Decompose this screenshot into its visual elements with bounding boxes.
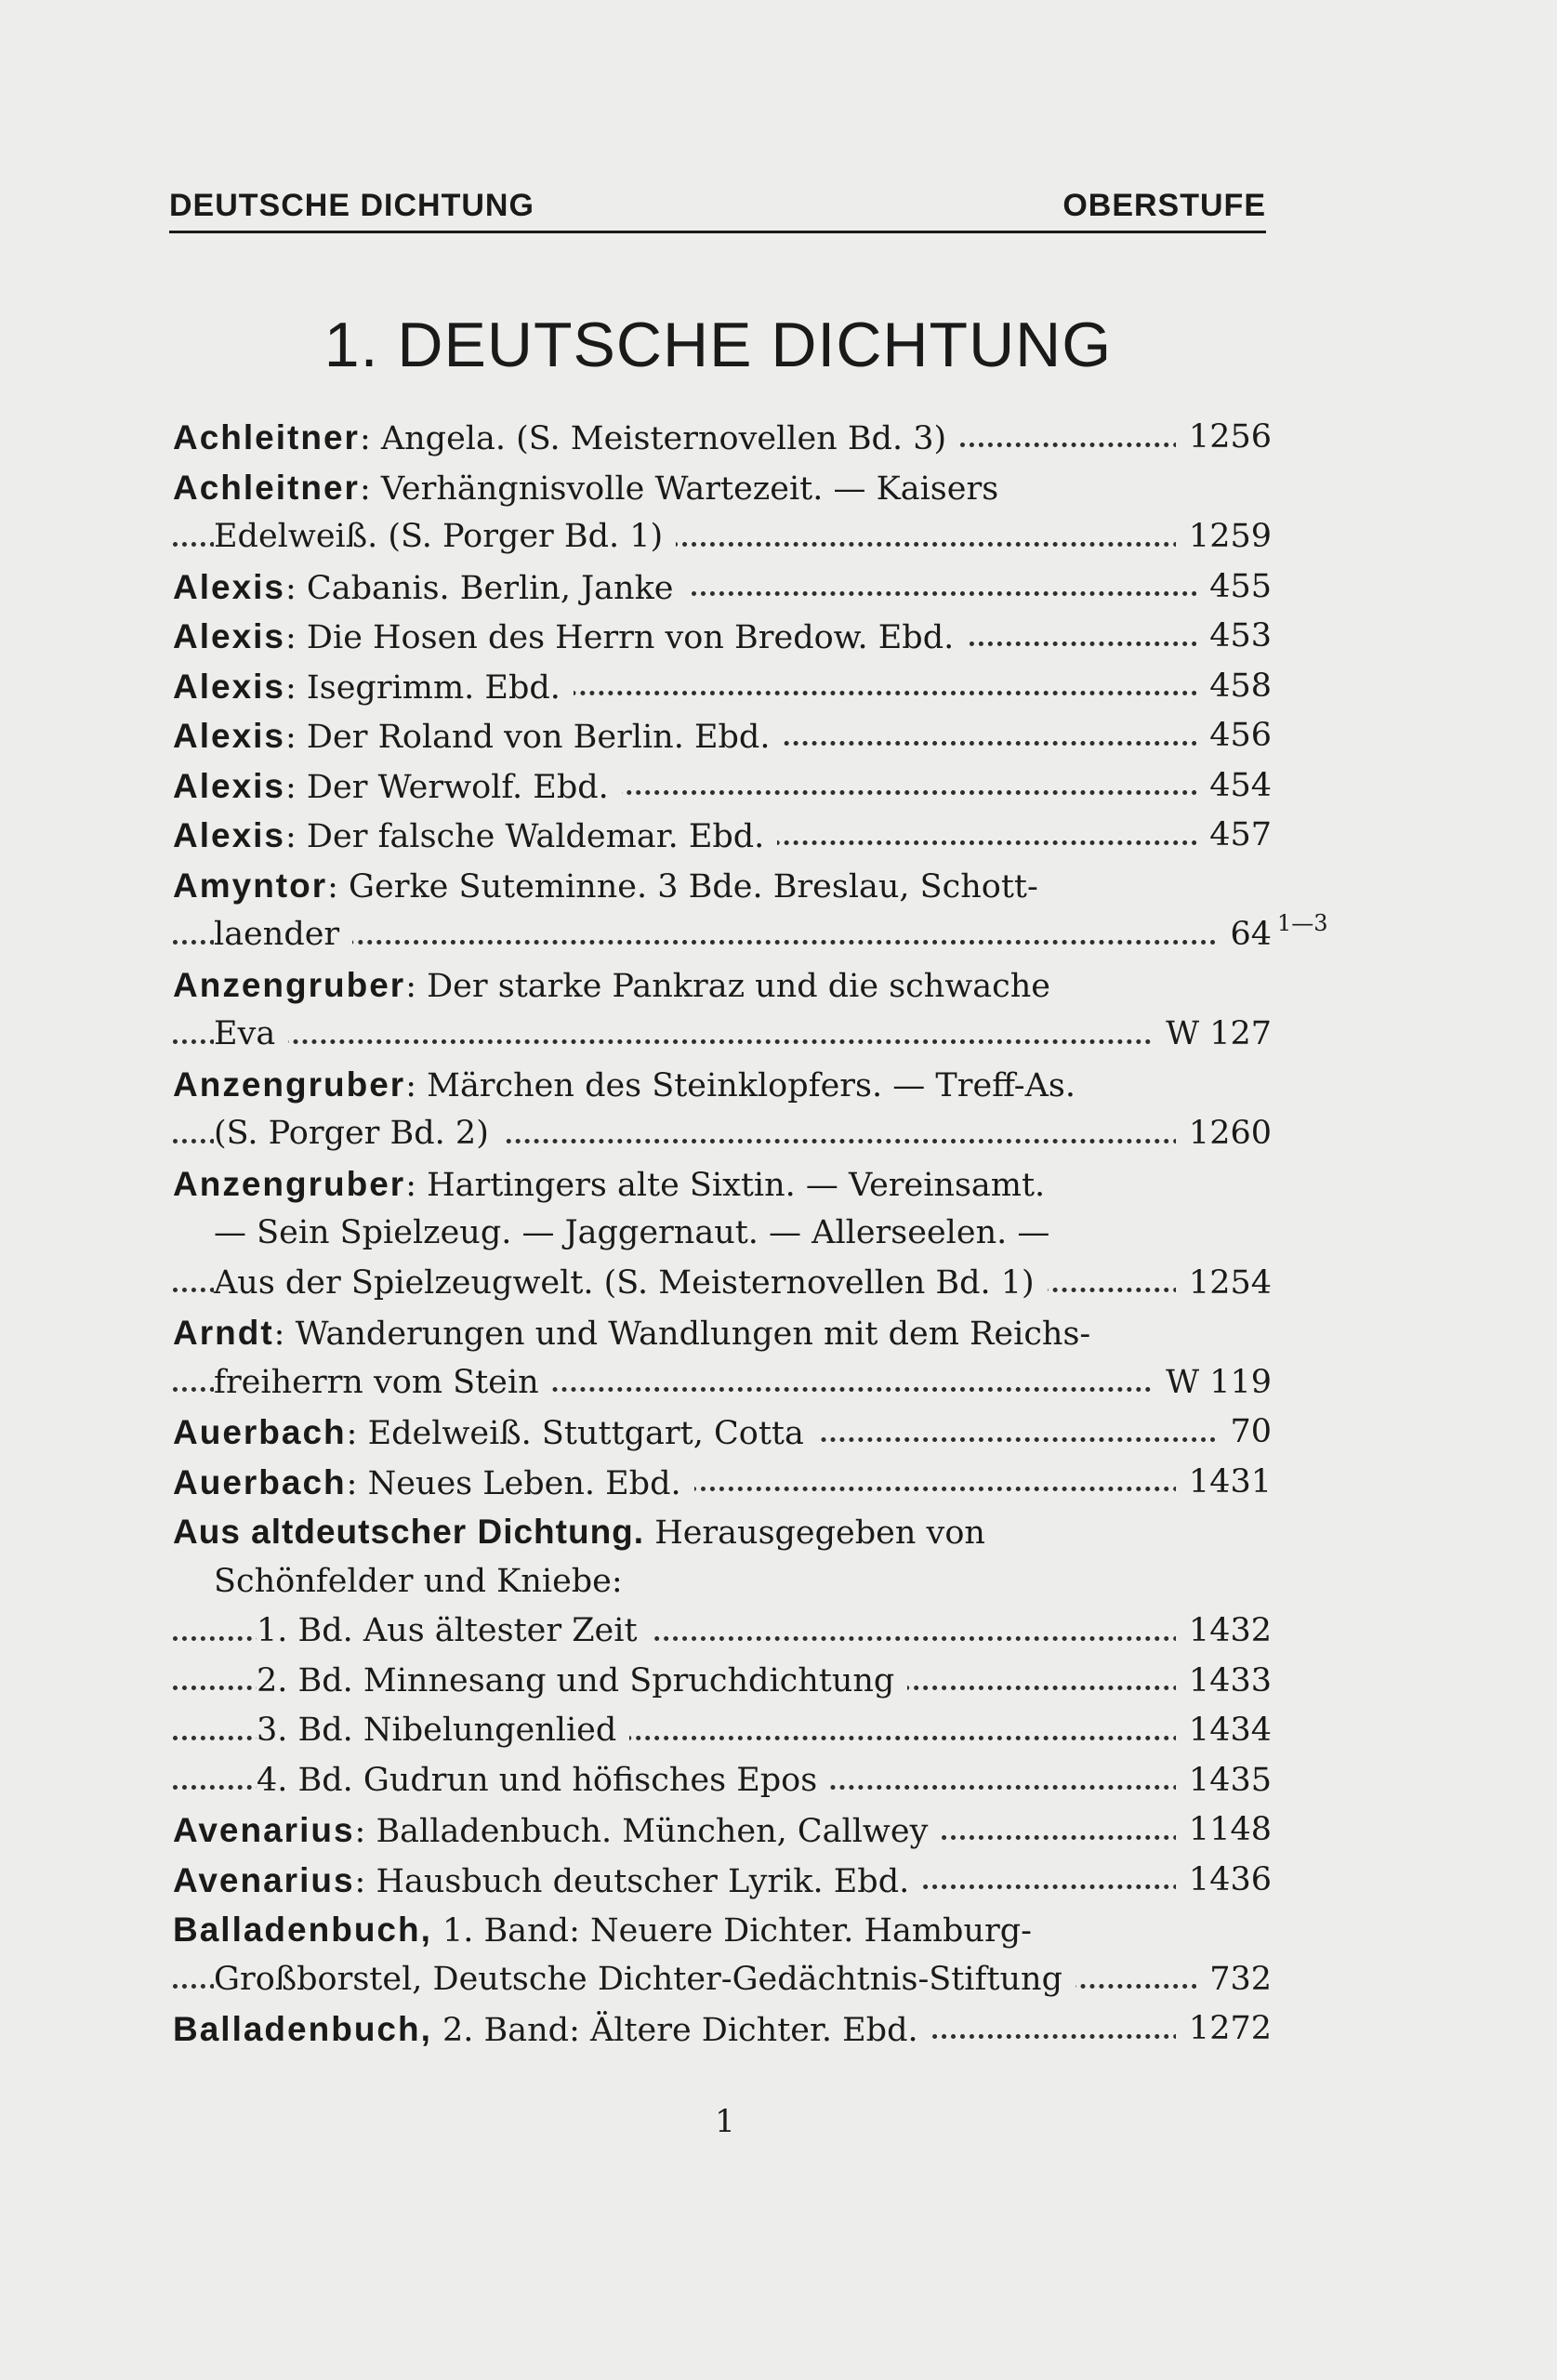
entry-number [1196,811,1272,861]
chapter-title: 1. DEUTSCHE DICHTUNG [323,310,1113,380]
index-entry-line [173,1756,1272,1806]
entry-text: laender [214,916,340,953]
entry-number-text: 1436 [1188,1860,1272,1898]
entry-text-group [214,1264,1048,1302]
entry-number [1196,1955,1272,2005]
entry-text-group [173,1316,1090,1353]
index-entry-line [173,2004,1272,2055]
entry-text: 1. Band: Neuere Dichter. Hamburg- [431,1912,1032,1950]
entry-number-text: 64 [1230,916,1272,953]
entry-text-group [257,1662,907,1699]
entry-text: : Wanderungen und Wandlungen mit dem Reichs- [273,1316,1091,1353]
entry-text-group [173,868,1038,906]
entry-text: : Hausbuch deutscher Lyrik. Ebd. [354,1862,910,1900]
entry-text-group [173,669,574,707]
entry-text: : Gerke Suteminne. 3 Bde. Breslau, Schott- [327,867,1038,906]
entry-text: : Verhängnisvolle Wartezeit. — Kaisers [359,469,999,508]
entry-text: : Die Hosen des Herrn von Bredow. Ebd. [285,619,955,656]
entry-author: Aus altdeutscher Dichtung. [173,1513,645,1551]
entry-author: Balladenbuch, [173,2010,432,2048]
entry-text-group [214,1015,288,1052]
entry-number [1176,1458,1272,1508]
entry-text-group [173,619,967,656]
entry-number-text: 455 [1209,567,1272,605]
entry-superscript: 1—3 [1277,910,1328,936]
entry-author: Anzengruber [173,1064,406,1104]
entry-number-text: 732 [1209,1960,1272,1998]
index-entry-line [173,761,1272,812]
entry-text-group [214,1563,623,1600]
entry-number [1196,761,1272,812]
entry-text-group [173,1514,985,1552]
entry-number [1196,662,1272,712]
entry-author: Arndt [173,1314,274,1352]
entry-text: freiherrn vom Stein [214,1363,539,1401]
index-entry-line [173,1408,1272,1458]
entry-text-group [257,1612,651,1649]
entry-text: 2. Bd. Minnesang und Spruchdichtung [257,1661,895,1699]
entry-text-group [214,916,352,953]
running-head-right: OBERSTUFE [1062,188,1266,223]
entry-author: Anzengruber [173,1164,406,1203]
index-entry-line [173,1458,1272,1508]
entry-author: Auerbach [173,1413,347,1451]
entry-text: — Sein Spielzeug. — Jaggernaut. — Allerseelen. — [214,1214,1050,1251]
index-entry-line [173,1308,1272,1358]
index-entry-line [173,463,1272,513]
entry-number [1176,1706,1272,1756]
entry-number [1176,1606,1272,1657]
entry-text-group [214,518,676,555]
entry-number [1176,1657,1272,1707]
entry-text: : Der Roland von Berlin. Ebd. [285,719,771,756]
index-entry-line [173,811,1272,861]
entry-author: Alexis [173,617,286,655]
entry-text-group [173,420,959,457]
entry-text-group [173,766,622,806]
entry-number-text: 1433 [1188,1661,1272,1699]
entry-text-group [173,1415,817,1452]
index-entry-line [173,512,1272,562]
entry-text: (S. Porger Bd. 2) [214,1115,489,1152]
entry-author: Auerbach [173,1462,347,1501]
entry-number-text: 1148 [1188,1811,1272,1848]
entry-text-group [173,470,998,508]
entry-text-group [173,965,1051,1005]
index-entry-line [173,1358,1272,1408]
index-entry-line [173,910,1328,960]
entry-number [1176,512,1272,562]
index-entry-line [173,711,1272,761]
entry-text-group [214,1364,552,1401]
entry-number-text: 70 [1230,1413,1272,1450]
entry-text: : Der Werwolf. Ebd. [285,768,609,806]
entry-number [1217,910,1328,960]
entry-author: Alexis [173,667,286,706]
index-entry-line [173,662,1272,712]
entry-text-group [173,719,783,756]
entry-number-text: 1434 [1188,1712,1272,1749]
entry-text: : Cabanis. Berlin, Janke [285,569,674,607]
entry-text: 1. Bd. Aus ältester Zeit [257,1612,638,1649]
entry-text-group [257,1712,629,1749]
entry-text: Aus der Spielzeugwelt. (S. Meisternovellen Bd. 1) [214,1263,1035,1302]
entry-number [1176,1109,1272,1159]
entry-text: : Isegrimm. Ebd. [285,668,561,707]
entry-text: Eva [214,1015,276,1052]
entry-text: 4. Bd. Gudrun und höfisches Epos [257,1761,818,1799]
index-entry-line [173,1109,1272,1159]
entry-author: Balladenbuch, [173,1911,432,1949]
index-entries [173,413,1328,2055]
entry-text: Großborstel, Deutsche Dichter-Gedächtnis-Stiftung [214,1960,1063,1998]
entry-number [1176,1756,1272,1806]
entry-number [1196,562,1272,613]
index-entry-line [173,1507,1272,1557]
entry-text: : Hartingers alte Sixtin. — Vereinsamt. [405,1166,1046,1204]
entry-text: 3. Bd. Nibelungenlied [257,1712,617,1749]
entry-author: Avenarius [173,1811,355,1849]
index-entry-line [173,1060,1272,1110]
entry-text: Schönfelder und Kniebe: [214,1562,623,1600]
index-entry-line [173,1159,1272,1210]
entry-number-text: W 127 [1166,1015,1272,1052]
entry-text: : Märchen des Steinklopfers. — Treff-As. [405,1066,1075,1104]
entry-author: Amyntor [173,866,328,905]
entry-author: Alexis [173,717,286,755]
entry-number [1217,1408,1272,1458]
entry-number-text: 457 [1209,816,1272,853]
entry-number-text: 1272 [1188,2010,1272,2047]
entry-number-text: 458 [1209,667,1272,705]
entry-number [1153,1010,1272,1060]
entry-text: Herausgegeben von [644,1514,985,1552]
index-entry-line [173,1606,1272,1657]
index-entry-line [173,1856,1272,1906]
index-entry-line [173,1905,1272,1955]
entry-author: Alexis [173,766,286,805]
entry-text: Edelweiß. (S. Porger Bd. 1) [214,518,664,555]
index-entry-line [173,1209,1272,1259]
entry-text: 2. Band: Ältere Dichter. Ebd. [431,2012,918,2049]
entry-number-text: 1259 [1188,518,1272,555]
entry-number-text: 1432 [1188,1612,1272,1649]
index-entry-line [173,562,1272,613]
entry-text-group [257,1762,830,1799]
entry-number-text: W 119 [1166,1363,1272,1401]
entry-text-group [173,1860,922,1900]
entry-number [1176,1805,1272,1856]
entry-number [1176,413,1272,463]
index-entry-line [173,612,1272,662]
running-head-left: DEUTSCHE DICHTUNG [169,188,534,223]
entry-number-text: 456 [1209,717,1272,754]
index-entry-line [173,1557,1272,1607]
running-head [169,184,1266,233]
entry-number [1196,612,1272,662]
page-number: 1 [715,2103,735,2140]
index-entry-line [173,1805,1272,1856]
entry-text-group [173,818,777,855]
entry-text-group [173,1164,1046,1204]
entry-number [1153,1358,1272,1408]
index-entry-line [173,1657,1272,1707]
entry-author: Alexis [173,567,286,606]
entry-number-text: 1431 [1188,1462,1272,1501]
leader-dots [173,1039,1272,1044]
index-entry-line [173,861,1272,911]
entry-number [1176,1259,1272,1309]
entry-number-text: 1260 [1188,1115,1272,1152]
entry-number-text: 453 [1209,617,1272,654]
entry-text-group [173,1064,1075,1104]
entry-author: Achleitner [173,418,360,456]
entry-number-text: 1435 [1188,1761,1272,1799]
index-entry-line [173,1706,1272,1756]
index-entry-line [173,960,1272,1011]
entry-text-group [173,1462,694,1502]
entry-number-text: 1256 [1188,418,1272,456]
index-entry-line [173,1259,1272,1309]
entry-text-group [173,1912,1032,1950]
entry-text: : Der starke Pankraz und die schwache [405,967,1051,1005]
entry-number-text: 454 [1209,766,1272,804]
index-entry-line [173,413,1272,463]
entry-author: Avenarius [173,1860,355,1899]
entry-text-group [173,1813,941,1850]
entry-text-group [173,2012,931,2049]
entry-text-group [214,1214,1049,1251]
entry-author: Anzengruber [173,965,406,1004]
entry-author: Alexis [173,816,286,854]
entry-text: : Neues Leben. Ebd. [346,1464,681,1502]
entry-number [1176,2004,1272,2055]
entry-text: : Angela. (S. Meisternovellen Bd. 3) [359,420,947,457]
entry-text-group [214,1961,1075,1998]
entry-text: : Edelweiß. Stuttgart, Cotta [346,1415,804,1452]
entry-text-group [173,567,687,607]
entry-number [1196,711,1272,761]
entry-text: : Balladenbuch. München, Callwey [354,1813,929,1850]
entry-author: Achleitner [173,468,360,507]
entry-number-text: 1254 [1188,1263,1272,1302]
index-entry-line [173,1955,1272,2005]
entry-text: : Der falsche Waldemar. Ebd. [285,818,765,855]
index-entry-line [173,1010,1272,1060]
entry-number [1176,1856,1272,1906]
entry-text-group [214,1115,502,1152]
